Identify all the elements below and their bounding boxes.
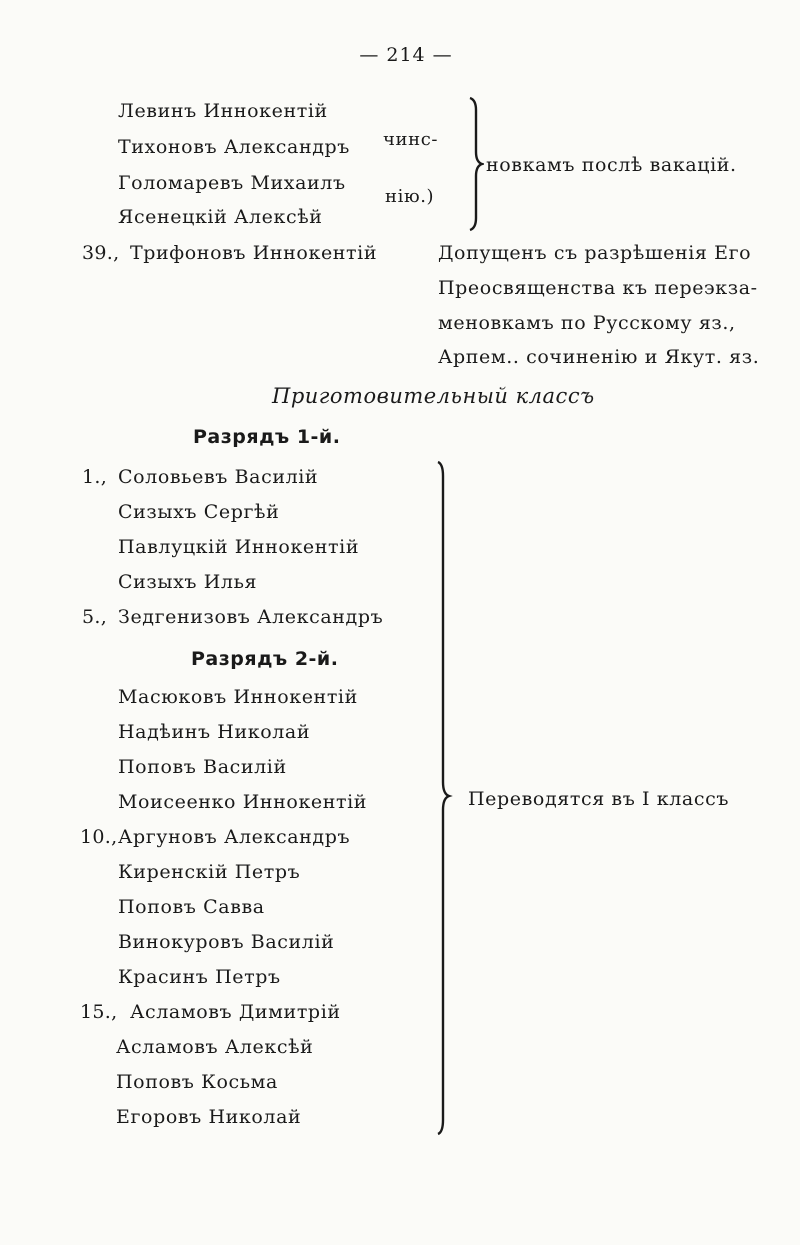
rank-2-entry-1-name: Масюковъ Иннокентій xyxy=(118,686,358,708)
rank-2-entry-12-name: Поповъ Косьма xyxy=(116,1071,278,1093)
rank-2-entry-11-name: Асламовъ Алексѣй xyxy=(116,1036,314,1058)
rank-2-entry-8-name: Винокуровъ Василій xyxy=(118,931,335,953)
preparatory-class-brace xyxy=(430,460,454,1136)
top-group-name-4: Ясенецкій Алексѣй xyxy=(118,206,323,228)
rank-1-entry-1-number: 1., xyxy=(82,466,108,488)
entry-39-note-line-3: меновкамъ по Русскому яз., xyxy=(438,312,736,334)
rank-2-entry-2-name: Надѣинъ Николай xyxy=(118,721,311,743)
rank-2-entry-5-number: 10., xyxy=(80,826,118,848)
entry-39-note-line-1: Допущенъ съ разрѣшенія Его xyxy=(438,242,752,264)
transfer-note: Переводятся въ I классъ xyxy=(468,788,730,810)
rank-2-entry-6-name: Киренскій Петръ xyxy=(118,861,301,883)
top-group-name-2: Тихоновъ Александръ xyxy=(118,136,350,158)
rank-1-entry-4-name: Сизыхъ Илья xyxy=(118,571,258,593)
rank-1-entry-5-name: Зедгенизовъ Александръ xyxy=(118,606,384,628)
top-group-name-1: Левинъ Иннокентій xyxy=(118,100,328,122)
rank-1-entry-3-name: Павлуцкій Иннокентій xyxy=(118,536,360,558)
section-title: Приготовительный классъ xyxy=(272,384,595,408)
rank-2-entry-10-number: 15., xyxy=(80,1001,118,1023)
side-note-left-2: нію.) xyxy=(385,186,435,207)
rank-2-entry-3-name: Поповъ Василій xyxy=(118,756,287,778)
entry-39-number: 39., xyxy=(82,242,120,264)
rank-2-heading: Разрядъ 2-й. xyxy=(191,648,339,670)
rank-2-entry-10-name: Асламовъ Димитрій xyxy=(130,1001,341,1023)
top-group-name-3: Голомаревъ Михаилъ xyxy=(118,172,346,194)
rank-1-entry-2-name: Сизыхъ Сергѣй xyxy=(118,501,280,523)
page-number: — 214 — xyxy=(359,44,453,66)
entry-39-note-line-2: Преосвященства къ переэкза- xyxy=(438,277,758,299)
side-note-right: новкамъ послѣ вакацій. xyxy=(486,154,737,176)
rank-1-entry-1-name: Соловьевъ Василій xyxy=(118,466,319,488)
entry-39-note-line-4: Арпем.. сочиненію и Якут. яз. xyxy=(438,346,760,368)
rank-2-entry-7-name: Поповъ Савва xyxy=(118,896,265,918)
rank-2-entry-5-name: Аргуновъ Александръ xyxy=(118,826,351,848)
rank-2-entry-4-name: Моисеенко Иннокентій xyxy=(118,791,368,813)
rank-2-entry-13-name: Егоровъ Николай xyxy=(116,1106,302,1128)
entry-39-name: Трифоновъ Иннокентій xyxy=(130,242,378,264)
rank-2-entry-9-name: Красинъ Петръ xyxy=(118,966,281,988)
rank-1-heading: Разрядъ 1-й. xyxy=(193,426,341,448)
side-note-left-1: чинс- xyxy=(383,129,439,150)
top-group-brace xyxy=(460,96,484,232)
rank-1-entry-5-number: 5., xyxy=(82,606,108,628)
